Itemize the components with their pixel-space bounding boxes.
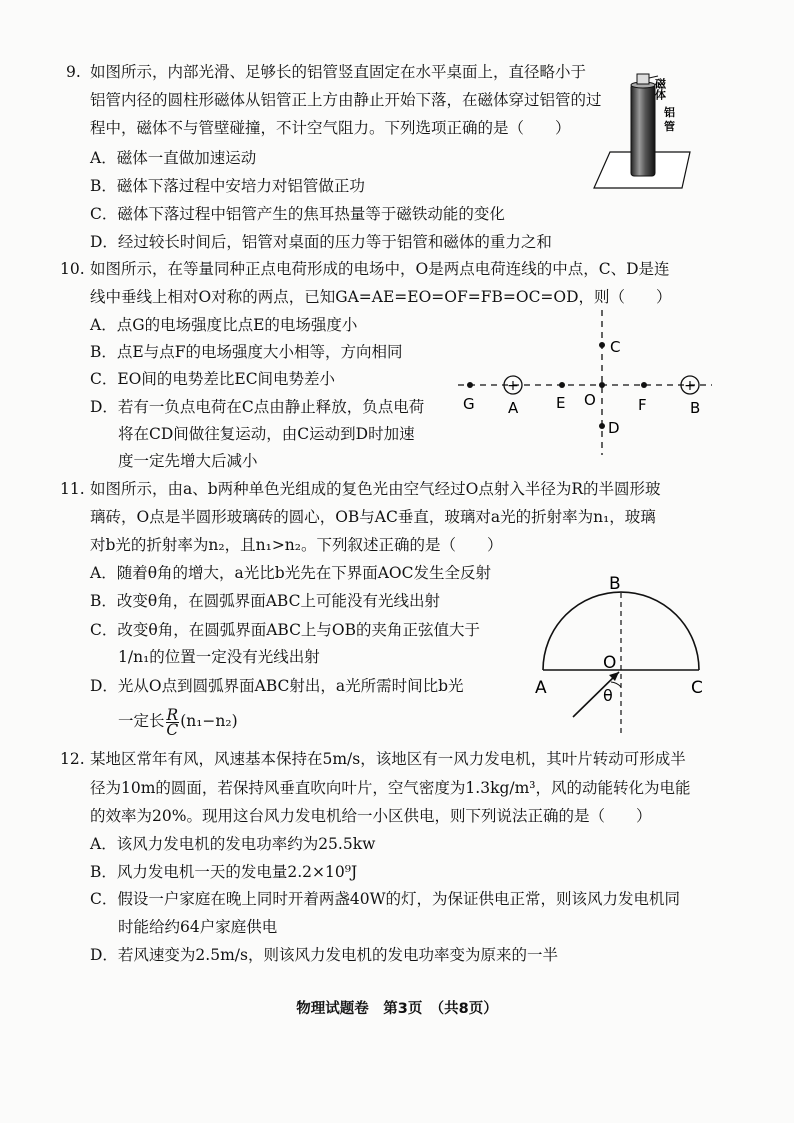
point-f [641, 382, 647, 388]
q9-option-c: C．磁体下落过程中铝管产生的焦耳热量等于磁铁动能的变化 [90, 205, 505, 223]
fraction-numerator: R [166, 705, 179, 724]
q9-option-b: B．磁体下落过程中安培力对铝管做正功 [90, 177, 365, 195]
q9-figure-magnet-tube [590, 66, 710, 192]
label-e: E [556, 394, 566, 412]
q9-stem-line-3: 程中，磁体不与管壁碰撞，不计空气阻力。下列选项正确的是（ ） [90, 119, 571, 137]
page-footer: 物理试题卷 第3页 （共8页） [296, 1001, 498, 1017]
point-c [599, 342, 605, 348]
q10-option-d-line-3: 度一定先增大后减小 [118, 452, 258, 470]
q9-stem-line-1: 如图所示，内部光滑、足够长的铝管竖直固定在水平桌面上，直径略小于 [90, 63, 587, 81]
label-b: B [609, 574, 621, 594]
label-theta: θ [603, 686, 613, 705]
q11-option-d-line-1: D．光从O点到圆弧界面ABC射出，a光所需时间比b光 [90, 677, 464, 695]
label-tube-1: 铝 [664, 106, 675, 119]
q9-option-a: A．磁体一直做加速运动 [90, 149, 257, 167]
label-a: A [508, 399, 519, 417]
aluminum-tube-shape [631, 84, 655, 176]
q11-option-b: B．改变θ角，在圆弧界面ABC上可能没有光线出射 [90, 592, 440, 610]
label-c: C [610, 338, 621, 356]
q10-option-d-line-2: 将在CD间做往复运动，由C运动到D时加速 [118, 425, 415, 443]
q10-option-a: A．点G的电场强度比点E的电场强度小 [90, 316, 358, 334]
label-o: O [584, 391, 596, 409]
point-g [467, 382, 473, 388]
q12-option-b: B．风力发电机一天的发电量2.2×10⁹J [90, 863, 358, 881]
q9-number: 9. [66, 63, 81, 81]
q10-option-d-line-1: D．若有一负点电荷在C点由静止释放，负点电荷 [90, 398, 425, 416]
q11-option-a: A．随着θ角的增大，a光比b光先在下界面AOC发生全反射 [90, 564, 491, 582]
q12-option-a: A．该风力发电机的发电功率约为25.5kw [90, 835, 376, 853]
q12-stem-line-1: 某地区常年有风，风速基本保持在5m/s，该地区有一风力发电机，其叶片转动可形成半 [90, 750, 686, 768]
q12-option-c-line-1: C．假设一户家庭在晚上同时开着两盏40W的灯，为保证供电正常，则该风力发电机同 [90, 890, 681, 908]
q12-stem-line-2: 径为10m的圆面，若保持风垂直吹向叶片，空气密度为1.3kg/m³，风的动能转化为电能 [90, 779, 691, 797]
charge-b-plus: + [684, 378, 696, 394]
q11-figure-semicircle [525, 565, 720, 740]
q11-stem-line-1: 如图所示，由a、b两种单色光组成的复色光由空气经过O点射入半径为R的半圆形玻 [90, 480, 661, 498]
label-tube-2: 管 [664, 120, 675, 133]
q10-figure-charges [450, 305, 720, 460]
q10-option-c: C．EO间的电势差比EC间电势差小 [90, 370, 336, 388]
q9-option-d: D．经过较长时间后，铝管对桌面的压力等于铝管和磁体的重力之和 [90, 233, 552, 251]
q12-option-d: D．若风速变为2.5m/s，则该风力发电机的发电功率变为原来的一半 [90, 946, 558, 964]
q11-option-d-line-2 [118, 704, 238, 738]
q12-stem-line-3: 的效率为20%。现用这台风力发电机给一小区供电，则下列说法正确的是（ ） [90, 807, 652, 825]
fraction-denominator: C [166, 720, 179, 739]
charge-a-plus: + [507, 378, 519, 394]
magnet-shape [637, 74, 649, 84]
q11-option-d-tail-suffix: (n₁−n₂) [180, 712, 238, 730]
q11-option-d-fraction [166, 705, 180, 739]
q11-option-d-tail-prefix: 一定长 [118, 712, 165, 730]
label-g: G [463, 395, 475, 413]
q11-option-c-line-2: 1/n₁的位置一定没有光线出射 [118, 648, 320, 666]
q9-stem-line-2: 铝管内径的圆柱形磁体从铝管正上方由静止开始下落，在磁体穿过铝管的过 [90, 91, 602, 109]
label-b: B [690, 399, 701, 417]
label-a: A [535, 678, 547, 698]
point-e [559, 382, 565, 388]
label-o: O [603, 653, 617, 673]
q11-number: 11. [60, 480, 85, 498]
q11-option-c-line-1: C．改变θ角，在圆弧界面ABC上与OB的夹角正弦值大于 [90, 621, 481, 639]
q10-stem-line-2: 线中垂线上相对O对称的两点，已知GA=AE=EO=OF=FB=OC=OD，则（ ） [90, 288, 672, 306]
q10-number: 10. [60, 260, 85, 278]
label-f: F [638, 396, 647, 414]
q11-stem-line-2: 璃砖，O点是半圆形玻璃砖的圆心，OB与AC垂直，玻璃对a光的折射率为n₁，玻璃 [90, 508, 656, 526]
q11-stem-line-3: 对b光的折射率为n₂，且n₁>n₂。下列叙述正确的是（ ） [90, 536, 503, 554]
point-o [599, 382, 605, 388]
label-c: C [691, 678, 703, 698]
q12-option-c-line-2: 时能给约64户家庭供电 [118, 918, 278, 936]
q10-stem-line-1: 如图所示，在等量同种正点电荷形成的电场中，O是两点电荷连线的中点，C、D是连 [90, 260, 670, 278]
q12-number: 12. [60, 750, 85, 768]
point-d [599, 423, 605, 429]
label-magnet: 磁体 [653, 78, 667, 100]
q10-option-b: B．点E与点F的电场强度大小相等，方向相同 [90, 343, 403, 361]
label-d: D [608, 419, 620, 437]
